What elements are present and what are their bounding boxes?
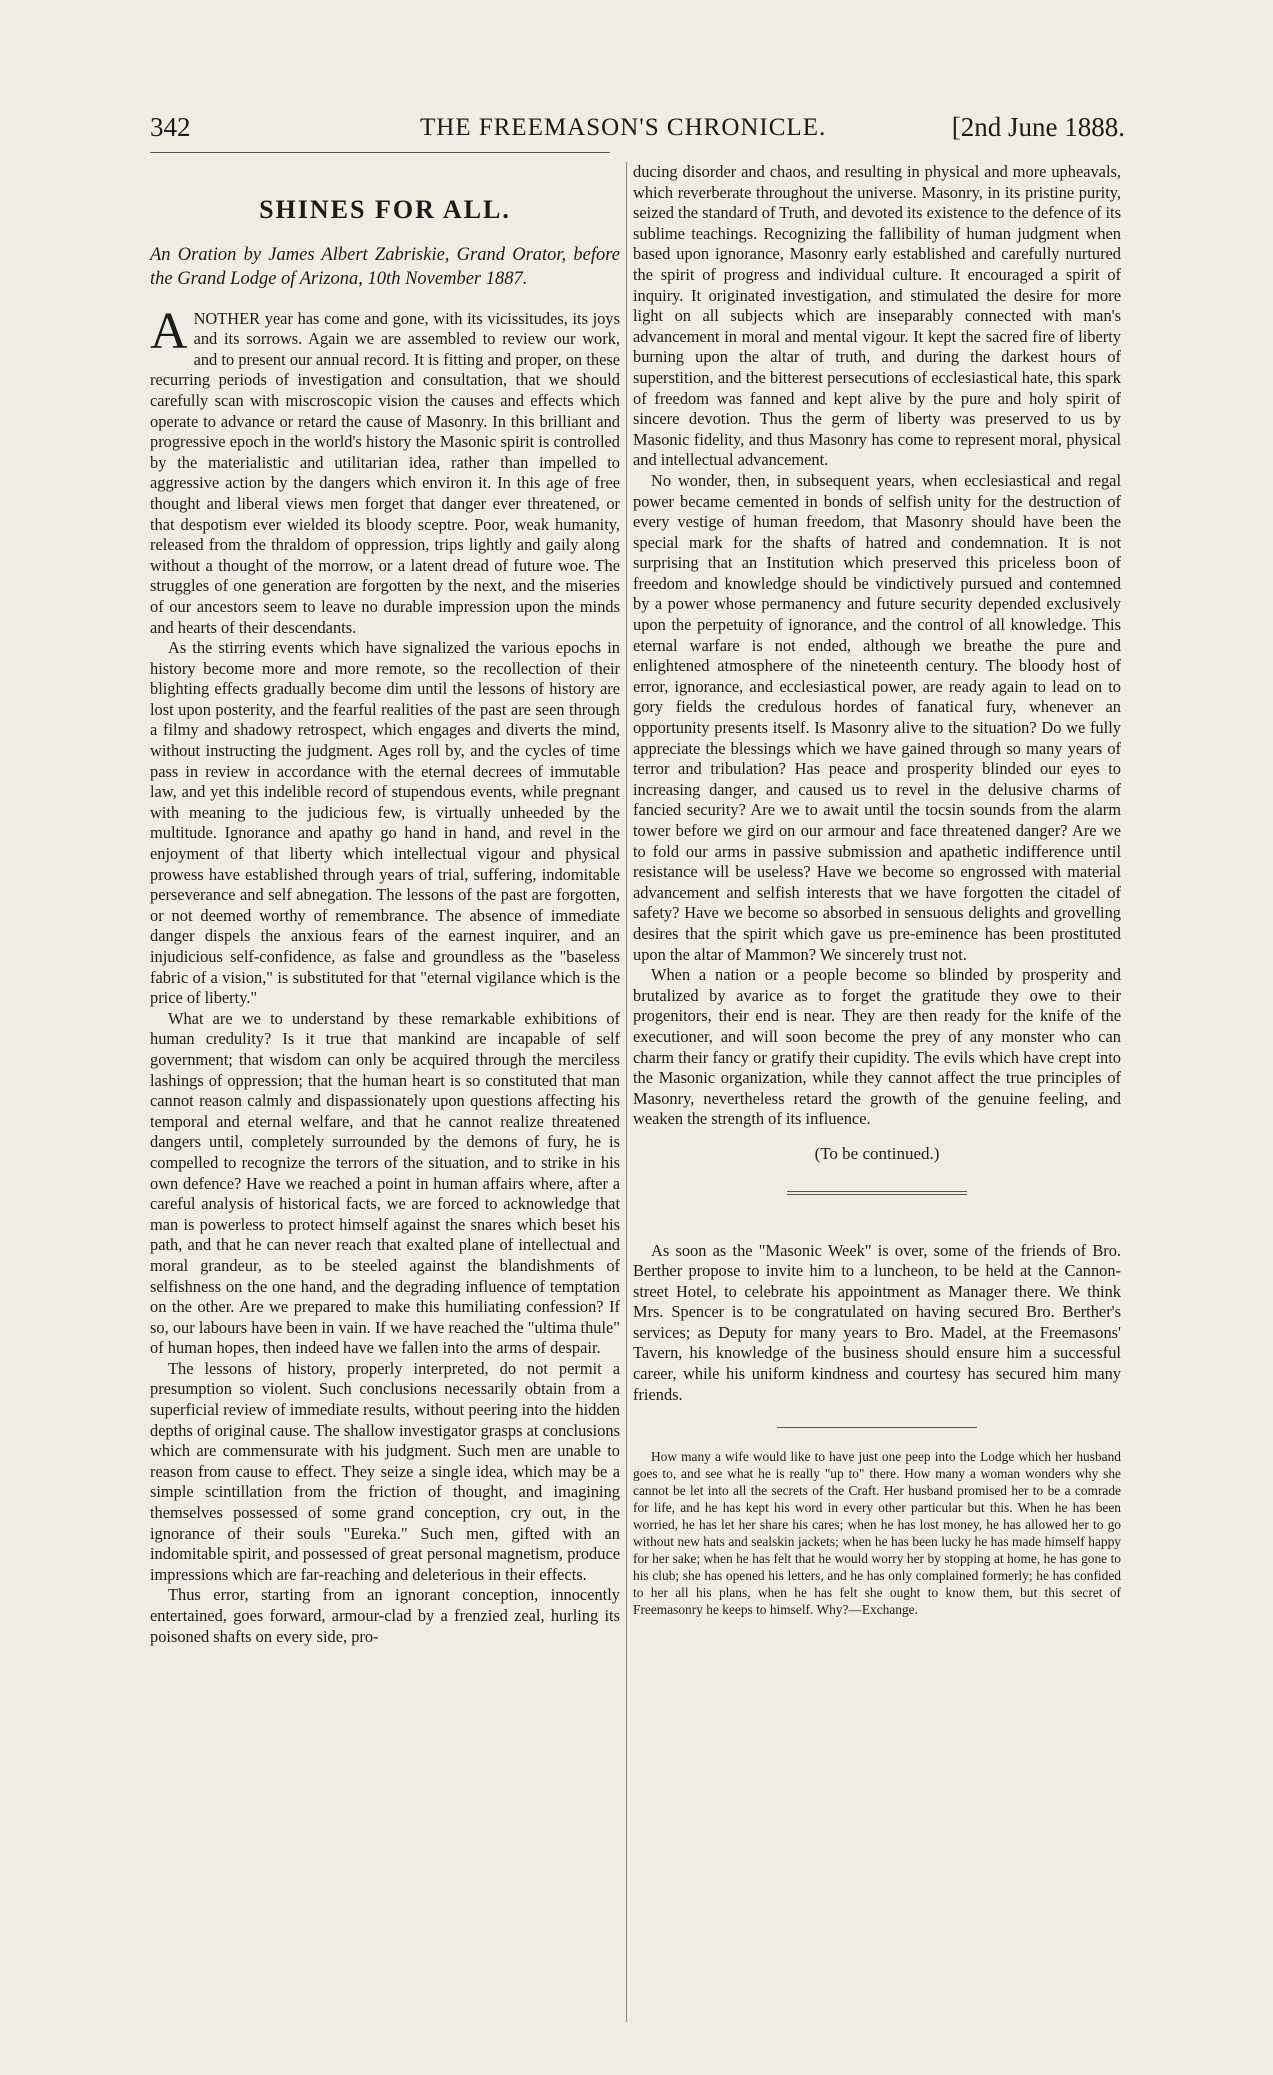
header-rule bbox=[150, 152, 610, 153]
section-divider bbox=[787, 1191, 967, 1195]
paragraph: ducing disorder and chaos, and resulting in physical and more upheavals, which reverberate throughout the universe. Masonry, in its pristine purity, seized the standard of Truth, and devoted its existence to the defence of its sublime teachings. Recognizing the fallibility of human judgment when based upon ignorance, Masonry early established and carefully nurtured the spirit of progress and individual culture. It encouraged a spirit of inquiry. It originated investigation, and stimulated the desire for more light on all subjects which are inseparably connected with man's advancement in moral and mental vigour. It kept the sacred fire of liberty burning upon the altar of truth, and during the darkest hours of superstition, and the bitterest persecutions of ecclesiastical hate, this spark of freedom was fanned and kept alive by the pure and holy spirit of sincere devotion. Thus the germ of liberty was preserved to us by Masonic fidelity, and thus Masonry has come to represent moral, physical and intellectual advancement. bbox=[633, 162, 1121, 470]
paragraph: Thus error, starting from an ignorant conception, innocently entertained, goes forward, armour-clad by a frenzied zeal, hurling its poisoned shafts on every side, pro- bbox=[150, 1585, 620, 1646]
article-subtitle: An Oration by James Albert Zabriskie, Grand Orator, before the Grand Lodge of Arizona, 10th November 1887. bbox=[150, 244, 620, 289]
section-divider bbox=[777, 1427, 977, 1428]
paragraph: As the stirring events which have signalized the various epochs in history become more and more remote, so the recollection of their blighting effects gradually become dim until the lessons of history are lost upon posterity, and the fearful realities of the past are seen through a filmy and shadowy retrospect, which engages and diverts the mind, without instructing the judgment. Ages roll by, and the cycles of time pass in review in accordance with the eternal decrees of immutable law, and yet this indelible record of stupendous events, while pregnant with meaning to the judicious few, is virtually unheeded by the multitude. Ignorance and apathy go hand in hand, and revel in the enjoyment of that liberty which intellectual vigour and physical prowess have established through years of trial, suffering, indomitable perseverance and self abnegation. The lessons of the past are forgotten, or not deemed worthy of remembrance. The absence of immediate danger dispels the anxious fears of the earnest inquirer, and an injudicious self-confidence, as false and groundless as the "baseless fabric of a vision," is substituted for that "eternal vigilance which is the price of liberty." bbox=[150, 638, 620, 1008]
first-paragraph-text: NOTHER year has come and gone, with its vicissitudes, its joys and its sorrows. Again we are assembled to review our work, and to present our annual record. It is fitting and proper, on these recurring periods of investigation and consultation, that we should carefully scan with miscroscopic vision the causes and effects which operate to advance or retard the cause of Masonry. In this brilliant and progressive epoch in the world's history the Masonic spirit is controlled by the materialistic and utilitarian idea, rather than impelled to aggressive action by the dangers which environ it. In this age of free thought and liberal views men forget that danger ever threatened, or that despotism ever wielded its bloody sceptre. Poor, weak humanity, released from the thraldom of oppression, trips lightly and gaily along without a thought of the morrow, or a latent dread of future woe. The struggles of one generation are forgotten by the next, and the miseries of our ancestors seem to leave no durable impression upon the minds and hearts of their descendants. bbox=[150, 308, 620, 637]
paragraph: What are we to understand by these remarkable exhibitions of human credulity? Is it true that mankind are incapable of self government; that wisdom can only be acquired through the merciless lashings of oppression; that the human heart is so constituted that man cannot reason calmly and dispassionately upon questions affecting his temporal and eternal welfare, and that he cannot realize threatened dangers until, completely surrounded by the demons of fury, he is compelled to recognize the terrors of the situation, and to strike in his own defence? Have we reached a point in human affairs where, after a careful analysis of historical facts, we are forced to acknowledge that man is powerless to protect himself against the snares which beset his path, and that he can never reach that exalted plane of intellectual and moral grandeur, as to be steeled against the blandishments of selfishness on the one hand, and the degrading influence of temptation on the other. Are we prepared to make this humiliating confession? If so, our labours have been in vain. If we have reached the "ultima thule" of human hopes, then indeed have we fallen into the arms of despair. bbox=[150, 1008, 620, 1358]
drop-cap: A bbox=[150, 302, 188, 360]
paragraph: The lessons of history, properly interpreted, do not permit a presumption so violent. Such conclusions necessarily obtain from a superficial review of immediate results, without peering into the hidden depths of original cause. The shallow investigator grasps at conclusions which are commensurate with his judgment. Such men are unable to reason from cause to effect. They seize a single idea, which may be a simple scintillation from the friction of thought, and imagining themselves possessed of some grand conception, cry out, in the ignorance of their souls "Eureka." Such men, gifted with an indomitable spirit, and possessed of great personal magnetism, produce impressions which are far-reaching and deleterious in their effects. bbox=[150, 1358, 620, 1584]
right-column bbox=[633, 162, 1121, 1618]
running-head bbox=[150, 112, 1125, 152]
news-item: As soon as the "Masonic Week" is over, some of the friends of Bro. Berther propose to invite him to a luncheon, to be held at the Cannon-street Hotel, to celebrate his appointment as Manager there. We think Mrs. Spencer is to be congratulated on having secured Bro. Berther's services; as Deputy for many years to Bro. Madel, at the Freemasons' Tavern, his knowledge of the business should ensure him a successful career, while his uniform kindness and courtesy has secured him many friends. bbox=[633, 1240, 1121, 1404]
journal-title: THE FREEMASON'S CHRONICLE. bbox=[420, 114, 827, 141]
left-column bbox=[150, 162, 620, 1647]
paragraph: No wonder, then, in subsequent years, when ecclesiastical and regal power became cemented in bonds of selfish unity for the destruction of every vestige of human freedom, that Masonry should have been the special mark for the shafts of hatred and condemnation. It is not surprising that an Institution which preserved this priceless boon of freedom and knowledge should be vindictively pursued and contemned by a power whose permanency and future security depended exclusively upon the perpetuity of ignorance, and the control of all knowledge. This eternal warfare is not ended, although we breathe the pure and enlightened atmosphere of the nineteenth century. The bloody host of error, ignorance, and ecclesiastical power, are ready again to lead on to gory fields the credulous hordes of fanatical fury, whenever an opportunity presents itself. Is Masonry alive to the situation? Do we fully appreciate the blessings which we have gained through so many years of terror and tribulation? Has peace and prosperity blinded our eyes to increasing danger, and caused us to revel in the delusive charms of fancied security? Are we to await until the tocsin sounds from the alarm tower before we gird on our armour and face threatened danger? Are we to fold our arms in passive submission and apathetic indifference until resistance will be useless? Have we become so engrossed with material advancement and selfish interests that we have forgotten the citadel of safety? Have we become so absorbed in sensuous delights and grovelling desires that the spirit which gave us pre-eminence has been prostituted upon the altar of Mammon? We sincerely trust not. bbox=[633, 470, 1121, 964]
column-divider bbox=[626, 162, 627, 2022]
page-number: 342 bbox=[150, 112, 191, 142]
article-title: SHINES FOR ALL. bbox=[259, 195, 511, 224]
issue-date: [2nd June 1888. bbox=[951, 112, 1125, 142]
continued-note: (To be continued.) bbox=[814, 1143, 940, 1163]
first-paragraph bbox=[150, 302, 620, 639]
paragraph: When a nation or a people become so blinded by prosperity and brutalized by avarice as to forget the gratitude they owe to their progenitors, their end is near. They are then ready for the knife of the executioner, and will soon become the prey of any monster who can charm their fancy or gratify their cupidity. The evils which have crept into the Masonic organization, while they cannot affect the true principles of Masonry, nevertheless retard the growth of the genuine feeling, and weaken the strength of its influence. bbox=[633, 965, 1121, 1129]
small-print-note: How many a wife would like to have just one peep into the Lodge which her husband goes to, and see what he is really "up to" there. How many a woman wonders why she cannot be let into all the secrets of the Craft. Her husband promised her to be a comrade for life, and he has kept his word in every other particular but this. When he has been worried, he has let her share his cares; when he has lost money, he has allowed her to go without new hats and sealskin jackets; when he has been lucky he has made himself happy for her sake; when he has felt that he would worry her by stopping at home, he has gone to his club; she has opened his letters, and he has only complained formerly; he has confided to her all his plans, when he has felt she ought to know them, but this secret of Freemasonry he keeps to himself. Why?—Exchange. bbox=[633, 1449, 1121, 1618]
